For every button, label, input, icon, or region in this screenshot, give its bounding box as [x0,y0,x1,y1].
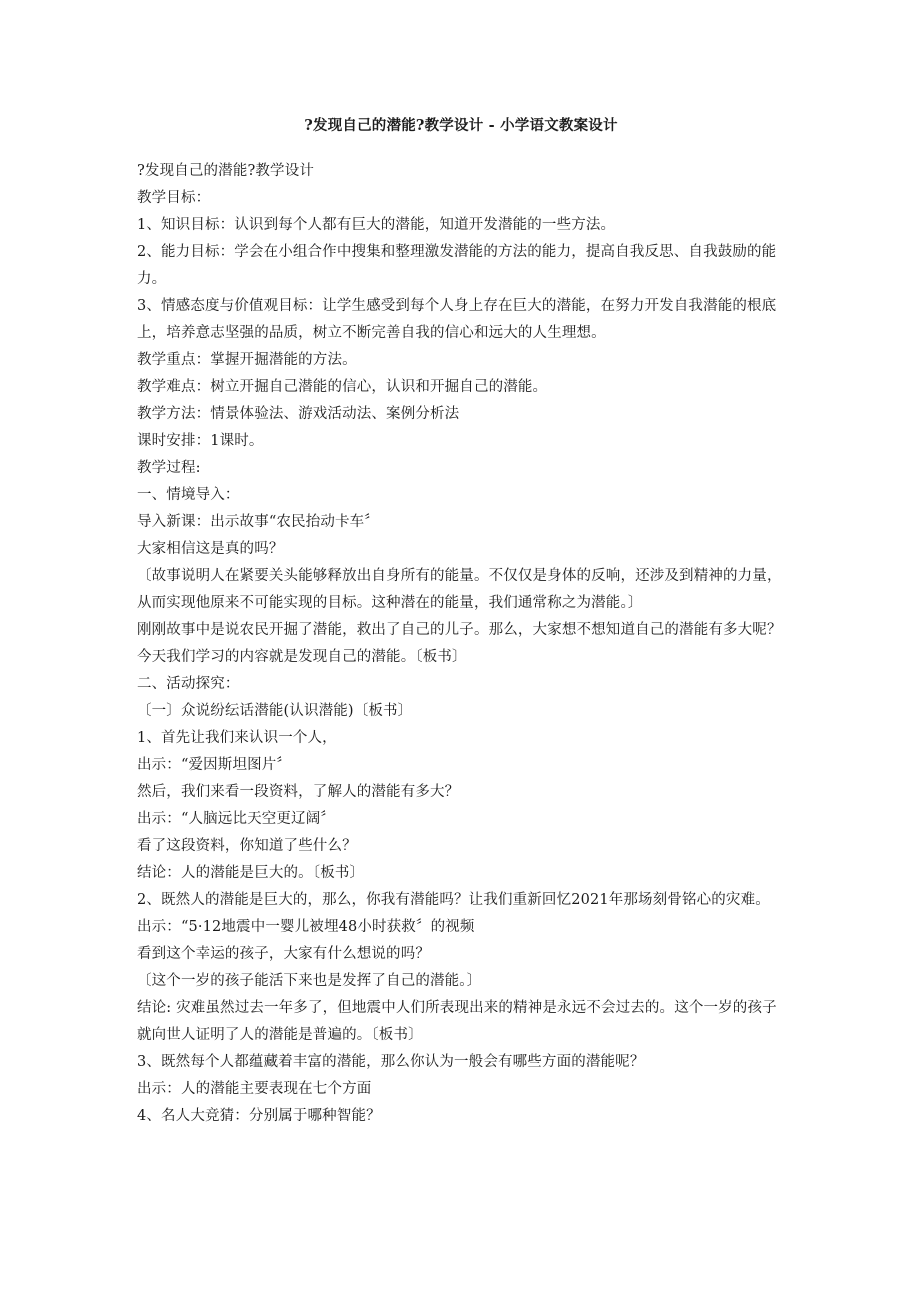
paragraph: 3、既然每个人都蕴藏着丰富的潜能，那么你认为一般会有哪些方面的潜能呢？ [137,1054,645,1070]
paragraph: 〔这个一岁的孩子能活下来也是发挥了自己的潜能。〕 [137,973,482,989]
subtitle: ?发现自己的潜能?教学设计 [137,163,314,179]
paragraph: 结论：人的潜能是巨大的。〔板书〕 [137,865,365,881]
paragraph: 导入新课：出示故事“农民抬动卡车〞 [137,514,379,530]
paragraph: 4、名人大竞猜：分别属于哪种智能？ [137,1108,381,1124]
document-page [137,116,785,1130]
teaching-difficulty: 教学难点：树立开掘自己潜能的信心，认识和开掘自己的潜能。 [137,379,548,395]
paragraph: 刚刚故事中是说农民开掘了潜能，救出了自己的儿子。那么，大家想不想知道自己的潜能有多大呢？今天我们学习的内容就是发现自己的潜能。〔板书〕 [137,622,782,665]
paragraph: 〔故事说明人在紧要关头能够释放出自身所有的能量。不仅仅是身体的反响，还涉及到精神的力量，从而实现他原来不可能实现的目标。这种潜在的能量，我们通常称之为潜能。〕 [137,568,782,611]
subpart-heading: 〔一〕众说纷纭话潜能(认识潜能)〔板书〕 [137,703,413,719]
paragraph: 出示：“5·12地震中一婴儿被埋48小时获救〞的视频 [137,919,475,935]
objective-knowledge: 1、知识目标：认识到每个人都有巨大的潜能，知道开发潜能的一些方法。 [137,217,616,233]
part-heading-activity: 二、活动探究： [137,676,240,692]
paragraph: 出示：“爱因斯坦图片〞 [137,757,292,773]
teaching-focus: 教学重点：掌握开掘潜能的方法。 [137,352,357,368]
section-heading-objectives: 教学目标： [137,190,211,206]
paragraph: 看到这个幸运的孩子，大家有什么想说的吗？ [137,946,430,962]
paragraph: 出示：人的潜能主要表现在七个方面 [137,1081,372,1097]
paragraph: 看了这段资料，你知道了些什么？ [137,838,357,854]
section-heading-process: 教学过程: [137,460,201,476]
paragraph: 然后，我们来看一段资料，了解人的潜能有多大？ [137,784,460,800]
paragraph: 2、既然人的潜能是巨大的，那么，你我有潜能吗？让我们重新回忆2021年那场刻骨铭心的灾难。 [137,892,770,908]
paragraph: 出示：“人脑远比天空更辽阔〞 [137,811,336,827]
class-schedule: 课时安排：1课时。 [137,433,264,449]
paragraph: 大家相信这是真的吗？ [137,541,284,557]
objective-attitude: 3、情感态度与价值观目标：让学生感受到每个人身上存在巨大的潜能，在努力开发自我潜能的根底上，培养意志坚强的品质，树立不断完善自我的信心和远大的人生理想。 [137,298,777,341]
part-heading-intro: 一、情境导入： [137,487,240,503]
paragraph: 1、首先让我们来认识一个人， [137,730,337,746]
paragraph: 结论: 灾难虽然过去一年多了，但地震中人们所表现出来的精神是永远不会过去的。这个一岁的孩子就向世人证明了人的潜能是普遍的。〔板书〕 [137,1000,777,1043]
objective-ability: 2、能力目标：学会在小组合作中搜集和整理激发潜能的方法的能力，提高自我反思、自我鼓励的能力。 [137,244,777,287]
teaching-methods: 教学方法：情景体验法、游戏活动法、案例分析法 [137,406,460,422]
document-title: ?发现自己的潜能?教学设计 - 小学语文教案设计 [304,117,618,134]
document-body [137,158,785,1130]
